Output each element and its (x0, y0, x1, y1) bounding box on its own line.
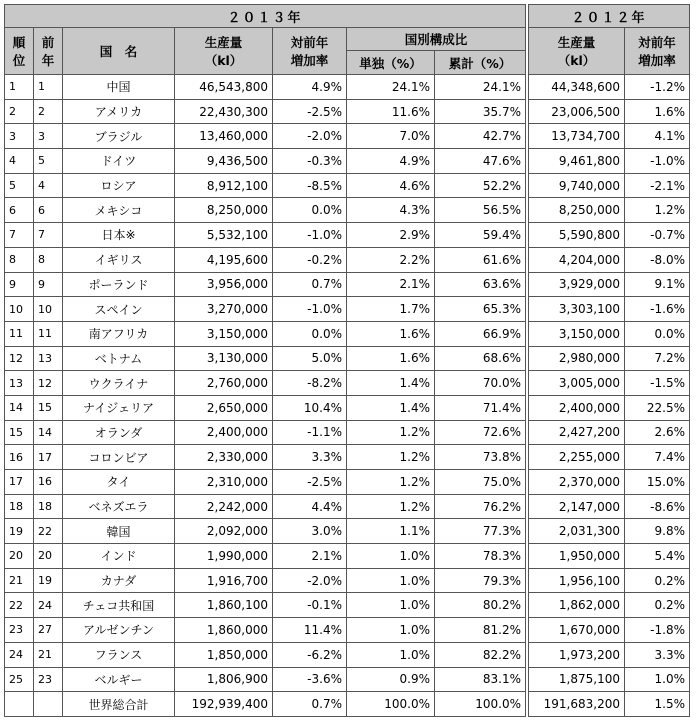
prev-rank-cell: 24 (34, 593, 63, 618)
yoy-2013-cell: 3.3% (273, 445, 347, 470)
country-cell: イギリス (63, 247, 175, 272)
production-2013-cell: 1,916,700 (175, 568, 273, 593)
share-single-cell: 1.0% (347, 593, 435, 618)
share-cumulative-cell: 35.7% (435, 99, 526, 124)
share-cumulative-cell: 68.6% (435, 346, 526, 371)
prev-rank-cell: 27 (34, 618, 63, 643)
share-cumulative-cell: 79.3% (435, 568, 526, 593)
share-cumulative-cell: 83.1% (435, 667, 526, 692)
share-single-cell: 2.9% (347, 223, 435, 248)
country-cell: オランダ (63, 420, 175, 445)
table-row (5, 371, 690, 396)
table-row (5, 223, 690, 248)
production-2012-cell: 3,303,100 (529, 297, 625, 322)
table-row (5, 124, 690, 149)
production-2012-cell: 1,862,000 (529, 593, 625, 618)
rank-cell: 20 (5, 544, 34, 569)
share-cumulative-cell: 61.6% (435, 247, 526, 272)
share-cumulative-cell: 78.3% (435, 544, 526, 569)
share-single-cell: 4.6% (347, 173, 435, 198)
yoy-2013-cell: -8.5% (273, 173, 347, 198)
yoy-2013-cell: 5.0% (273, 346, 347, 371)
production-2012-cell: 1,973,200 (529, 642, 625, 667)
production-2012-cell: 2,147,000 (529, 494, 625, 519)
production-2013-cell: 4,195,600 (175, 247, 273, 272)
prev-rank-cell: 15 (34, 395, 63, 420)
rank-cell: 1 (5, 75, 34, 100)
prev-rank-cell: 12 (34, 371, 63, 396)
share-cumulative-cell: 73.8% (435, 445, 526, 470)
table-row (5, 297, 690, 322)
rank-cell: 3 (5, 124, 34, 149)
yoy-2013-cell: 11.4% (273, 618, 347, 643)
yoy-2012-cell: 0.2% (625, 593, 690, 618)
production-2012-cell: 9,740,000 (529, 173, 625, 198)
table-row (5, 642, 690, 667)
production-2013-cell: 8,912,100 (175, 173, 273, 198)
header-row-years (5, 5, 690, 28)
table-row (5, 149, 690, 174)
table-header (5, 5, 690, 75)
share-single-cell: 1.1% (347, 519, 435, 544)
yoy-2013-cell: 0.7% (273, 692, 347, 717)
yoy-2013-cell: -3.6% (273, 667, 347, 692)
yoy-2013-cell: -1.0% (273, 297, 347, 322)
table-row (5, 519, 690, 544)
rank-cell: 11 (5, 321, 34, 346)
yoy-2012-cell: -1.8% (625, 618, 690, 643)
prev-rank-cell: 20 (34, 544, 63, 569)
yoy-2012-cell: -1.2% (625, 75, 690, 100)
prev-rank-cell: 7 (34, 223, 63, 248)
prev-rank-cell: 2 (34, 99, 63, 124)
table-body (5, 75, 690, 717)
yoy-2012-cell: 7.2% (625, 346, 690, 371)
country-cell: アメリカ (63, 99, 175, 124)
yoy-2012-cell: -1.6% (625, 297, 690, 322)
country-cell: 世界総合計 (63, 692, 175, 717)
yoy-2013-cell: -0.2% (273, 247, 347, 272)
production-2012-cell: 2,980,000 (529, 346, 625, 371)
rank-cell: 15 (5, 420, 34, 445)
rank-cell: 25 (5, 667, 34, 692)
share-single-cell: 100.0% (347, 692, 435, 717)
prev-rank-cell: 13 (34, 346, 63, 371)
prev-rank-cell (34, 692, 63, 717)
prev-rank-cell: 11 (34, 321, 63, 346)
yoy-2012-cell: 0.2% (625, 568, 690, 593)
production-2013-cell: 2,650,000 (175, 395, 273, 420)
rank-cell: 18 (5, 494, 34, 519)
production-2012-cell: 1,670,000 (529, 618, 625, 643)
country-cell: メキシコ (63, 198, 175, 223)
yoy-2012-cell: 2.6% (625, 420, 690, 445)
share-cumulative-cell: 100.0% (435, 692, 526, 717)
yoy-2012-cell: 7.4% (625, 445, 690, 470)
share-cumulative-cell: 76.2% (435, 494, 526, 519)
total-row (5, 692, 690, 717)
share-single-cell: 1.2% (347, 494, 435, 519)
rank-cell: 16 (5, 445, 34, 470)
production-2013-cell: 3,956,000 (175, 272, 273, 297)
rank-cell: 22 (5, 593, 34, 618)
yoy-2013-cell: 0.7% (273, 272, 347, 297)
production-table (4, 4, 690, 717)
table-row (5, 346, 690, 371)
header-yoy-2012: 対前年 増加率 (625, 28, 690, 75)
rank-cell: 4 (5, 149, 34, 174)
country-cell: ベルギー (63, 667, 175, 692)
table-row (5, 667, 690, 692)
production-2013-cell: 1,860,100 (175, 593, 273, 618)
table-row (5, 99, 690, 124)
share-single-cell: 1.0% (347, 618, 435, 643)
production-2012-cell: 1,956,100 (529, 568, 625, 593)
country-cell: ドイツ (63, 149, 175, 174)
yoy-2012-cell: 9.8% (625, 519, 690, 544)
production-2012-cell: 4,204,000 (529, 247, 625, 272)
prev-rank-cell: 3 (34, 124, 63, 149)
table-row (5, 568, 690, 593)
share-single-cell: 1.2% (347, 445, 435, 470)
share-cumulative-cell: 81.2% (435, 618, 526, 643)
production-2013-cell: 3,130,000 (175, 346, 273, 371)
yoy-2013-cell: 10.4% (273, 395, 347, 420)
prev-rank-cell: 17 (34, 445, 63, 470)
table-row (5, 420, 690, 445)
header-share: 国別構成比 (347, 28, 526, 51)
yoy-2013-cell: -6.2% (273, 642, 347, 667)
production-2013-cell: 22,430,300 (175, 99, 273, 124)
prev-rank-cell: 6 (34, 198, 63, 223)
production-2013-cell: 9,436,500 (175, 149, 273, 174)
rank-cell: 8 (5, 247, 34, 272)
header-rank: 順 位 (5, 28, 34, 75)
share-cumulative-cell: 59.4% (435, 223, 526, 248)
header-production-2013: 生産量 （kl） (175, 28, 273, 75)
production-2012-cell: 13,734,700 (529, 124, 625, 149)
table-row (5, 494, 690, 519)
rank-cell: 23 (5, 618, 34, 643)
share-cumulative-cell: 72.6% (435, 420, 526, 445)
rank-cell: 19 (5, 519, 34, 544)
rank-cell: 17 (5, 470, 34, 495)
header-production-2012: 生産量 （kl） (529, 28, 625, 75)
production-2013-cell: 1,860,000 (175, 618, 273, 643)
rank-cell: 14 (5, 395, 34, 420)
production-2012-cell: 5,590,800 (529, 223, 625, 248)
production-2012-cell: 44,348,600 (529, 75, 625, 100)
prev-rank-cell: 18 (34, 494, 63, 519)
country-cell: チェコ共和国 (63, 593, 175, 618)
production-2012-cell: 1,950,000 (529, 544, 625, 569)
production-2012-cell: 3,150,000 (529, 321, 625, 346)
share-cumulative-cell: 47.6% (435, 149, 526, 174)
production-2012-cell: 191,683,200 (529, 692, 625, 717)
share-single-cell: 24.1% (347, 75, 435, 100)
share-single-cell: 1.7% (347, 297, 435, 322)
country-cell: スペイン (63, 297, 175, 322)
table-row (5, 75, 690, 100)
production-2013-cell: 1,850,000 (175, 642, 273, 667)
production-2012-cell: 2,370,000 (529, 470, 625, 495)
header-row-2 (5, 28, 690, 51)
production-2013-cell: 3,270,000 (175, 297, 273, 322)
production-2013-cell: 3,150,000 (175, 321, 273, 346)
country-cell: 南アフリカ (63, 321, 175, 346)
rank-cell: 13 (5, 371, 34, 396)
header-yoy-2013: 対前年 増加率 (273, 28, 347, 75)
country-cell: ポーランド (63, 272, 175, 297)
share-single-cell: 7.0% (347, 124, 435, 149)
share-cumulative-cell: 65.3% (435, 297, 526, 322)
production-2013-cell: 2,760,000 (175, 371, 273, 396)
rank-cell: 6 (5, 198, 34, 223)
production-2013-cell: 8,250,000 (175, 198, 273, 223)
table-row (5, 247, 690, 272)
share-single-cell: 1.4% (347, 371, 435, 396)
share-cumulative-cell: 63.6% (435, 272, 526, 297)
production-2013-cell: 2,400,000 (175, 420, 273, 445)
production-2013-cell: 1,990,000 (175, 544, 273, 569)
country-cell: ベトナム (63, 346, 175, 371)
country-cell: ウクライナ (63, 371, 175, 396)
country-cell: カナダ (63, 568, 175, 593)
production-2012-cell: 9,461,800 (529, 149, 625, 174)
yoy-2012-cell: 15.0% (625, 470, 690, 495)
table-row (5, 544, 690, 569)
production-2012-cell: 3,005,000 (529, 371, 625, 396)
production-2013-cell: 1,806,900 (175, 667, 273, 692)
yoy-2013-cell: -2.0% (273, 124, 347, 149)
rank-cell: 21 (5, 568, 34, 593)
share-single-cell: 2.1% (347, 272, 435, 297)
yoy-2012-cell: 0.0% (625, 321, 690, 346)
yoy-2012-cell: 4.1% (625, 124, 690, 149)
prev-rank-cell: 10 (34, 297, 63, 322)
country-cell: ベネズエラ (63, 494, 175, 519)
rank-cell (5, 692, 34, 717)
share-single-cell: 1.0% (347, 568, 435, 593)
yoy-2013-cell: -0.1% (273, 593, 347, 618)
country-cell: フランス (63, 642, 175, 667)
production-2013-cell: 192,939,400 (175, 692, 273, 717)
production-2012-cell: 2,255,000 (529, 445, 625, 470)
prev-rank-cell: 21 (34, 642, 63, 667)
yoy-2013-cell: -2.0% (273, 568, 347, 593)
share-cumulative-cell: 82.2% (435, 642, 526, 667)
header-year-2012: ２０１２年 (529, 5, 690, 28)
yoy-2013-cell: 0.0% (273, 321, 347, 346)
prev-rank-cell: 1 (34, 75, 63, 100)
production-2013-cell: 2,242,000 (175, 494, 273, 519)
production-2012-cell: 1,875,100 (529, 667, 625, 692)
yoy-2012-cell: 5.4% (625, 544, 690, 569)
prev-rank-cell: 4 (34, 173, 63, 198)
prev-rank-cell: 5 (34, 149, 63, 174)
share-single-cell: 1.4% (347, 395, 435, 420)
country-cell: コロンビア (63, 445, 175, 470)
country-cell: インド (63, 544, 175, 569)
header-prev-rank: 前 年 (34, 28, 63, 75)
yoy-2012-cell: -8.6% (625, 494, 690, 519)
country-cell: ナイジェリア (63, 395, 175, 420)
yoy-2012-cell: -1.0% (625, 149, 690, 174)
share-single-cell: 1.6% (347, 346, 435, 371)
share-single-cell: 1.2% (347, 470, 435, 495)
yoy-2013-cell: 0.0% (273, 198, 347, 223)
prev-rank-cell: 16 (34, 470, 63, 495)
production-2012-cell: 3,929,000 (529, 272, 625, 297)
prev-rank-cell: 23 (34, 667, 63, 692)
rank-cell: 7 (5, 223, 34, 248)
yoy-2012-cell: 1.2% (625, 198, 690, 223)
table-row (5, 618, 690, 643)
share-single-cell: 1.2% (347, 420, 435, 445)
yoy-2012-cell: 3.3% (625, 642, 690, 667)
yoy-2013-cell: 2.1% (273, 544, 347, 569)
country-cell: タイ (63, 470, 175, 495)
production-2012-cell: 2,031,300 (529, 519, 625, 544)
share-single-cell: 4.9% (347, 149, 435, 174)
table-row (5, 470, 690, 495)
country-cell: ブラジル (63, 124, 175, 149)
yoy-2012-cell: 1.6% (625, 99, 690, 124)
column-gap (526, 51, 529, 75)
share-cumulative-cell: 70.0% (435, 371, 526, 396)
production-2012-cell: 2,400,000 (529, 395, 625, 420)
table-row (5, 198, 690, 223)
prev-rank-cell: 19 (34, 568, 63, 593)
prev-rank-cell: 22 (34, 519, 63, 544)
header-share-single: 単独（%） (347, 51, 435, 75)
table-row (5, 272, 690, 297)
yoy-2012-cell: 1.0% (625, 667, 690, 692)
rank-cell: 9 (5, 272, 34, 297)
share-cumulative-cell: 71.4% (435, 395, 526, 420)
share-single-cell: 1.0% (347, 642, 435, 667)
yoy-2013-cell: -1.0% (273, 223, 347, 248)
prev-rank-cell: 14 (34, 420, 63, 445)
yoy-2012-cell: -2.1% (625, 173, 690, 198)
share-single-cell: 1.6% (347, 321, 435, 346)
table-row (5, 173, 690, 198)
yoy-2012-cell: -0.7% (625, 223, 690, 248)
header-share-cumulative: 累計（%） (435, 51, 526, 75)
country-cell: アルゼンチン (63, 618, 175, 643)
prev-rank-cell: 8 (34, 247, 63, 272)
yoy-2012-cell: -1.5% (625, 371, 690, 396)
share-cumulative-cell: 24.1% (435, 75, 526, 100)
share-cumulative-cell: 56.5% (435, 198, 526, 223)
production-2012-cell: 8,250,000 (529, 198, 625, 223)
yoy-2013-cell: -1.1% (273, 420, 347, 445)
share-cumulative-cell: 77.3% (435, 519, 526, 544)
share-cumulative-cell: 80.2% (435, 593, 526, 618)
table-row (5, 395, 690, 420)
country-cell: 中国 (63, 75, 175, 100)
table-row (5, 445, 690, 470)
yoy-2012-cell: 22.5% (625, 395, 690, 420)
share-cumulative-cell: 66.9% (435, 321, 526, 346)
yoy-2013-cell: -8.2% (273, 371, 347, 396)
yoy-2012-cell: 9.1% (625, 272, 690, 297)
yoy-2013-cell: -0.3% (273, 149, 347, 174)
country-cell: 日本※ (63, 223, 175, 248)
share-single-cell: 11.6% (347, 99, 435, 124)
rank-cell: 5 (5, 173, 34, 198)
yoy-2013-cell: -2.5% (273, 470, 347, 495)
header-country: 国 名 (63, 28, 175, 75)
rank-cell: 10 (5, 297, 34, 322)
table-row (5, 593, 690, 618)
yoy-2013-cell: -2.5% (273, 99, 347, 124)
table-row (5, 321, 690, 346)
rank-cell: 2 (5, 99, 34, 124)
share-cumulative-cell: 42.7% (435, 124, 526, 149)
production-2013-cell: 46,543,800 (175, 75, 273, 100)
header-year-2013: ２０１３年 (5, 5, 526, 28)
yoy-2013-cell: 4.4% (273, 494, 347, 519)
country-cell: 韓国 (63, 519, 175, 544)
production-2013-cell: 2,092,000 (175, 519, 273, 544)
share-single-cell: 0.9% (347, 667, 435, 692)
share-single-cell: 2.2% (347, 247, 435, 272)
share-cumulative-cell: 75.0% (435, 470, 526, 495)
production-2013-cell: 2,310,000 (175, 470, 273, 495)
yoy-2013-cell: 3.0% (273, 519, 347, 544)
yoy-2013-cell: 4.9% (273, 75, 347, 100)
production-2013-cell: 13,460,000 (175, 124, 273, 149)
yoy-2012-cell: -8.0% (625, 247, 690, 272)
yoy-2012-cell: 1.5% (625, 692, 690, 717)
share-single-cell: 1.0% (347, 544, 435, 569)
share-cumulative-cell: 52.2% (435, 173, 526, 198)
country-cell: ロシア (63, 173, 175, 198)
share-single-cell: 4.3% (347, 198, 435, 223)
rank-cell: 24 (5, 642, 34, 667)
production-2013-cell: 5,532,100 (175, 223, 273, 248)
production-2012-cell: 23,006,500 (529, 99, 625, 124)
prev-rank-cell: 9 (34, 272, 63, 297)
production-2012-cell: 2,427,200 (529, 420, 625, 445)
rank-cell: 12 (5, 346, 34, 371)
production-2013-cell: 2,330,000 (175, 445, 273, 470)
